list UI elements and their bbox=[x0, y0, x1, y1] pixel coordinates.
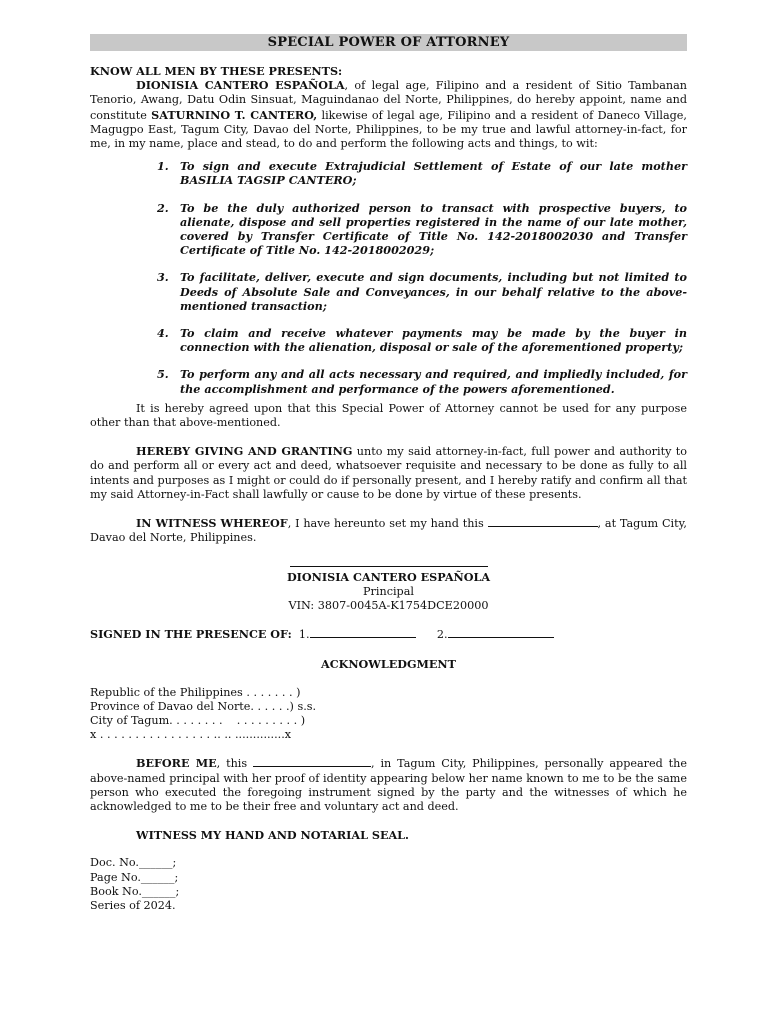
venue-block bbox=[90, 686, 687, 743]
agreed-paragraph: It is hereby agreed upon that this Special Power of Attorney cannot be used for any purpose other than that above-mentioned. bbox=[90, 401, 687, 430]
signatory-role: Principal bbox=[363, 584, 414, 598]
signatory-name: DIONISIA CANTERO ESPAÑOLA bbox=[286, 570, 491, 585]
date-blank-line bbox=[488, 516, 598, 527]
acknowledgment-heading: ACKNOWLEDGMENT bbox=[321, 657, 456, 672]
witness-1-label: 1. bbox=[298, 628, 310, 642]
before-me-paragraph bbox=[90, 756, 687, 814]
page-no: Page No.______; bbox=[90, 870, 179, 884]
date-blank-line bbox=[253, 756, 371, 767]
book-no: Book No.______; bbox=[90, 884, 180, 898]
document-page bbox=[90, 34, 707, 913]
item-number: 4. bbox=[157, 326, 169, 341]
signatory-vin: VIN: 3807-0045A-K1754DCE20000 bbox=[288, 598, 489, 612]
item-number: 3. bbox=[157, 270, 169, 285]
power-item-2 bbox=[90, 201, 687, 258]
granting-paragraph bbox=[90, 444, 687, 502]
power-item-3 bbox=[90, 270, 707, 313]
witness-2-label: 2. bbox=[436, 628, 448, 642]
powers-list bbox=[90, 159, 707, 396]
know-all-heading: KNOW ALL MEN BY THESE PRESENTS: bbox=[90, 64, 343, 78]
attorney-name: SATURNINO T. CANTERO, bbox=[151, 107, 318, 122]
granting-text: unto my said attorney-in-fact, full power and authority to do and perform all or every act and deed, whatsoever requisite and necessary to be done as fully to all intents and purposes as I might or could do if personally present, and I hereby ratify and confirm all that my said Attorney-in-Fact shall lawfully or cause to be done by virtue of these presents. bbox=[90, 445, 687, 501]
principal-name: DIONISIA CANTERO ESPAÑOLA bbox=[136, 78, 345, 93]
witness-text-2: , at Tagum City, Davao del Norte, Philippines. bbox=[90, 517, 687, 545]
item-text: To perform any and all acts necessary and required, and impliedly included, for the accomplishment and performance of the powers aforementioned. bbox=[180, 367, 687, 396]
power-item-5 bbox=[90, 367, 687, 395]
notarial-seal-line: WITNESS MY HAND AND NOTARIAL SEAL. bbox=[136, 828, 409, 843]
witness-2-blank bbox=[448, 627, 554, 638]
power-item-1 bbox=[90, 159, 687, 187]
before-me-lead: BEFORE ME bbox=[136, 756, 217, 771]
doc-no: Doc. No.______; bbox=[90, 856, 177, 870]
intro-text-2: likewise of legal age, Filipino and a resident of Daneco Village, Magugpo East, Tagum City, Davao del Norte, Philippines, to be my true and lawful attorney-in-fact, for me, in my name, place and stead, to do and perform the following acts and things, to wit: bbox=[90, 108, 687, 151]
item-number: 1. bbox=[157, 159, 169, 174]
witness-lead: IN WITNESS WHEREOF bbox=[136, 516, 288, 531]
series: Series of 2024. bbox=[90, 898, 176, 912]
witness-1-blank bbox=[310, 627, 416, 638]
venue-line: Province of Davao del Norte. . . . . .) s.s. bbox=[90, 699, 317, 713]
before-me-text-2: , in Tagum City, Philippines, personally appeared the above-named principal with her proof of identity appearing below her name known to me to be the same person who executed the foregoing instrument signed by the party and the witnesses of which he acknowledged to me to be their free and voluntary act and deed. bbox=[90, 757, 687, 813]
witness-paragraph bbox=[90, 516, 687, 545]
granting-lead: HEREBY GIVING AND GRANTING bbox=[136, 444, 353, 459]
item-text: To claim and receive whatever payments may be made by the buyer in connection with the alienation, disposal or sale of the aforementioned property; bbox=[180, 326, 687, 355]
venue-line: City of Tagum. . . . . . . . . . . . . . . . . ) bbox=[90, 713, 306, 727]
notarial-register bbox=[90, 856, 687, 913]
principal-signature-block bbox=[90, 566, 687, 613]
witness-text-1: , I have hereunto set my hand this bbox=[287, 517, 488, 531]
intro-paragraph bbox=[90, 78, 687, 151]
presence-label: SIGNED IN THE PRESENCE OF: bbox=[90, 627, 292, 642]
item-number: 2. bbox=[157, 200, 169, 215]
presence-line bbox=[90, 627, 687, 642]
item-text: To be the duly authorized person to transact with prospective buyers, to alienate, dispose and sell properties registered in the name of our late mother, covered by Transfer Certificate of Title No. 142-2018002030 and Transfer Certificate of Title No. 142-2018002029; bbox=[180, 200, 687, 258]
venue-line: Republic of the Philippines . . . . . . . ) bbox=[90, 685, 301, 699]
intro-text-1: , of legal age, Filipino and a resident of Sitio Tambanan Tenorio, Awang, Datu Odin Sinsuat, Maguindanao del Norte, Philippines, do hereby appoint, name and constitute bbox=[90, 79, 687, 122]
item-text: To sign and execute Extrajudicial Settlement of Estate of our late mother BASILIA TAGSIP CANTERO; bbox=[180, 159, 687, 188]
venue-line: x . . . . . . . . . . . . . . . . .. .. ..............x bbox=[90, 728, 292, 742]
signature-line bbox=[290, 566, 488, 567]
power-item-4 bbox=[90, 326, 687, 354]
item-number: 5. bbox=[157, 367, 169, 382]
document-title: SPECIAL POWER OF ATTORNEY bbox=[90, 34, 687, 51]
before-me-text-1: , this bbox=[216, 757, 253, 771]
item-text: To facilitate, deliver, execute and sign documents, including but not limited to Deeds of Absolute Sale and Conveyances, in our behalf relative to the above-mentioned transaction; bbox=[180, 270, 707, 313]
